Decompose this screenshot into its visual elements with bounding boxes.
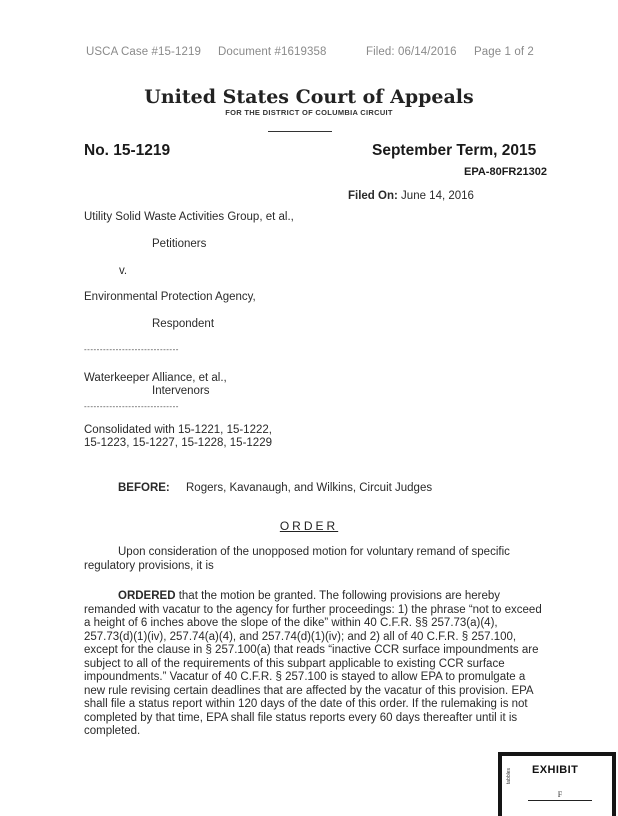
intervenor-role: Intervenors [152, 385, 210, 397]
header-filed-date: Filed: 06/14/2016 [366, 46, 457, 58]
exhibit-letter: F [557, 790, 563, 799]
order-title-text: ORDER [279, 519, 339, 533]
exhibit-vendor: tabbles [506, 768, 512, 785]
court-term: September Term, 2015 [372, 142, 537, 159]
title-divider [268, 131, 332, 132]
ordered-label: ORDERED [118, 590, 176, 602]
respondent-name: Environmental Protection Agency, [84, 291, 256, 303]
case-number: No. 15-1219 [84, 142, 171, 159]
court-name: United States Court of Appeals [144, 86, 474, 108]
consolidated-line-1: Consolidated with 15-1221, 15-1222, [84, 424, 272, 436]
petitioner-name: Utility Solid Waste Activities Group, et al., [84, 211, 294, 223]
order-title [0, 519, 618, 533]
agency-code: EPA-80FR21302 [464, 166, 547, 178]
header-case-number: USCA Case #15-1219 [86, 46, 201, 58]
filed-on [348, 190, 474, 202]
consolidated-line-2: 15-1223, 15-1227, 15-1228, 15-1229 [84, 437, 272, 449]
ordered-text: that the motion be granted. The following provisions are hereby remanded with vacatur to the agency for further proceedings: 1) the phrase “not to exceed a height of 6 inches above the slope of the dike” within 40 C.F.R. §§ 257.73(a)(4), 257.73(d)(1)(iv), 257.74(a)(4), and 257.74(d)(1)(iv); and 2) all of 40 C.F.R. § 257.100, except for the clause in § 257.100(a) that reads “inactive CCR surface impoundments are subject to all of the requirements of this subpart applicable to existing CCR surface impoundments.” Vacatur of 40 C.F.R. § 257.100 is stayed to allow EPA to promulgate a new rule revising certain deadlines that are affected by the vacatur of this provision. EPA shall file a status report within 120 days of the date of this order. If the rulemaking is not completed by that time, EPA shall file status reports every 60 days thereafter until it is completed. [84, 590, 542, 737]
respondent-role: Respondent [152, 318, 215, 330]
order-intro: Upon consideration of the unopposed motion for voluntary remand of specific regulatory provisions, it is [84, 546, 510, 572]
before-label: BEFORE: [118, 482, 170, 494]
filed-on-date: June 14, 2016 [401, 190, 474, 202]
filed-on-label: Filed On: [348, 190, 398, 202]
intervenor-separator: ------------------------------ [84, 402, 179, 411]
exhibit-label: EXHIBIT [532, 764, 579, 776]
order-body [84, 590, 542, 739]
judges: Rogers, Kavanaugh, and Wilkins, Circuit Judges [186, 482, 433, 494]
header-page-number: Page 1 of 2 [474, 46, 534, 58]
intervenor-name: Waterkeeper Alliance, et al., [84, 372, 227, 384]
exhibit-sticker [498, 752, 616, 816]
party-separator: ------------------------------ [84, 345, 179, 354]
petitioner-role: Petitioners [152, 238, 207, 250]
court-circuit: FOR THE DISTRICT OF COLUMBIA CIRCUIT [225, 108, 393, 117]
exhibit-line [528, 800, 592, 801]
header-document-number: Document #1619358 [218, 46, 327, 58]
versus: v. [119, 265, 128, 277]
